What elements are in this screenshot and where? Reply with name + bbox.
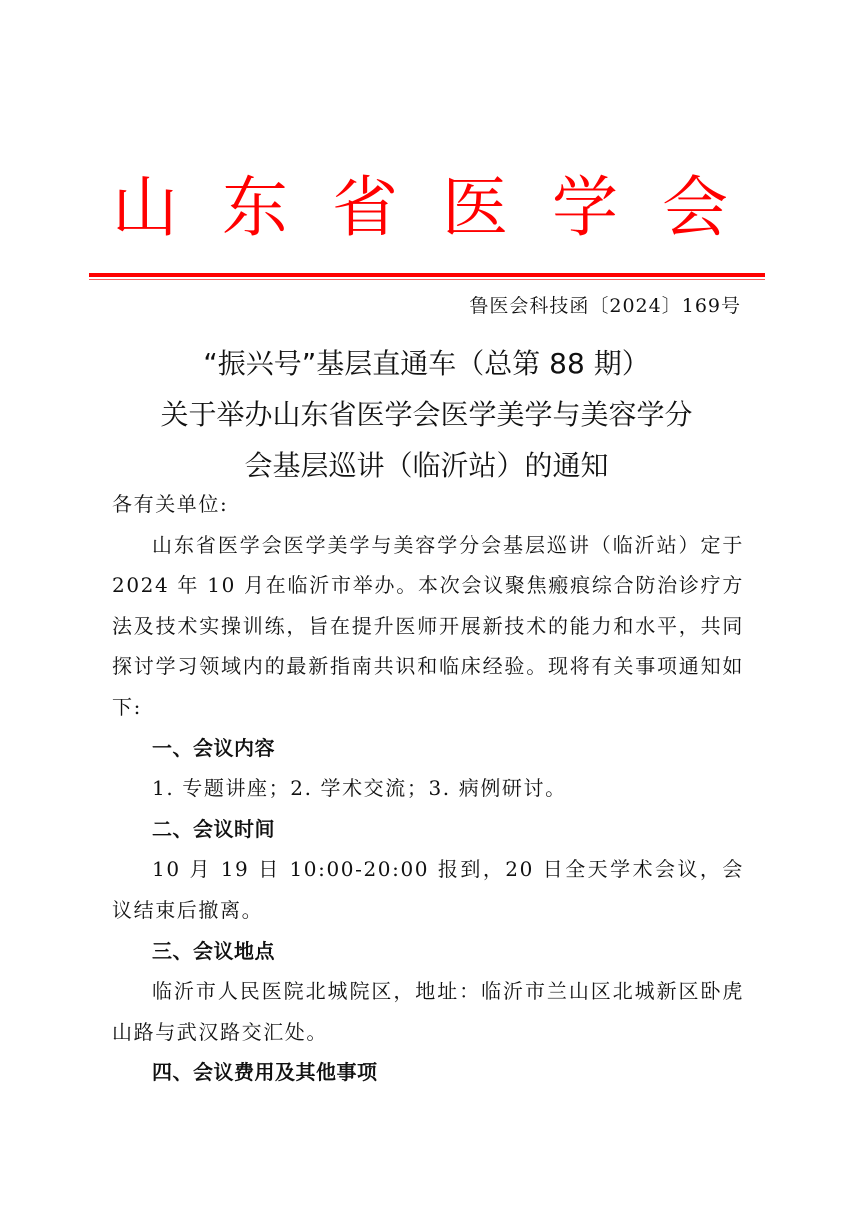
masthead-char: 医 xyxy=(442,169,508,246)
section-text: 10 月 19 日 10:00-20:00 报到，20 日全天学术会议，会议结束后撤离。 xyxy=(112,857,744,922)
title-line: 关于举办山东省医学会医学美学与美容学分 xyxy=(160,398,693,431)
masthead-char: 会 xyxy=(662,169,728,246)
red-divider-thick xyxy=(89,273,765,277)
section-heading: 二、会议时间 xyxy=(152,816,275,841)
title-line: 会基层巡讲（临沂站）的通知 xyxy=(244,449,609,482)
section-heading: 一、会议内容 xyxy=(152,735,275,760)
masthead-char: 学 xyxy=(552,169,618,246)
section-heading: 四、会议费用及其他事项 xyxy=(152,1060,378,1085)
document-body xyxy=(112,484,744,1093)
salutation: 各有关单位: xyxy=(112,492,229,516)
masthead-char: 省 xyxy=(332,169,398,246)
red-divider-thin xyxy=(89,279,765,280)
section-text: 临沂市人民医院北城院区，地址：临沂市兰山区北城新区卧虎山路与武汉路交汇处。 xyxy=(112,979,744,1044)
masthead-char: 东 xyxy=(222,169,288,246)
document-number: 鲁医会科技函〔2024〕169号 xyxy=(469,295,741,317)
masthead-char: 山 xyxy=(112,169,178,246)
intro-paragraph: 山东省医学会医学美学与美容学分会基层巡讲（临沂站）定于 2024 年 10 月在临沂市举办。本次会议聚焦瘢痕综合防治诊疗方法及技术实操训练，旨在提升医师开展新技术的能力和水平，共同探讨学习领域内的最新指南共识和临床经验。现将有关事项通知如下: xyxy=(112,532,744,719)
section-text: 1. 专题讲座；2. 学术交流；3. 病例研讨。 xyxy=(152,776,567,801)
document-title xyxy=(90,338,763,491)
section-heading: 三、会议地点 xyxy=(152,938,275,963)
masthead-title xyxy=(110,168,730,248)
title-line: “振兴号”基层直通车（总第 88 期） xyxy=(203,347,650,380)
